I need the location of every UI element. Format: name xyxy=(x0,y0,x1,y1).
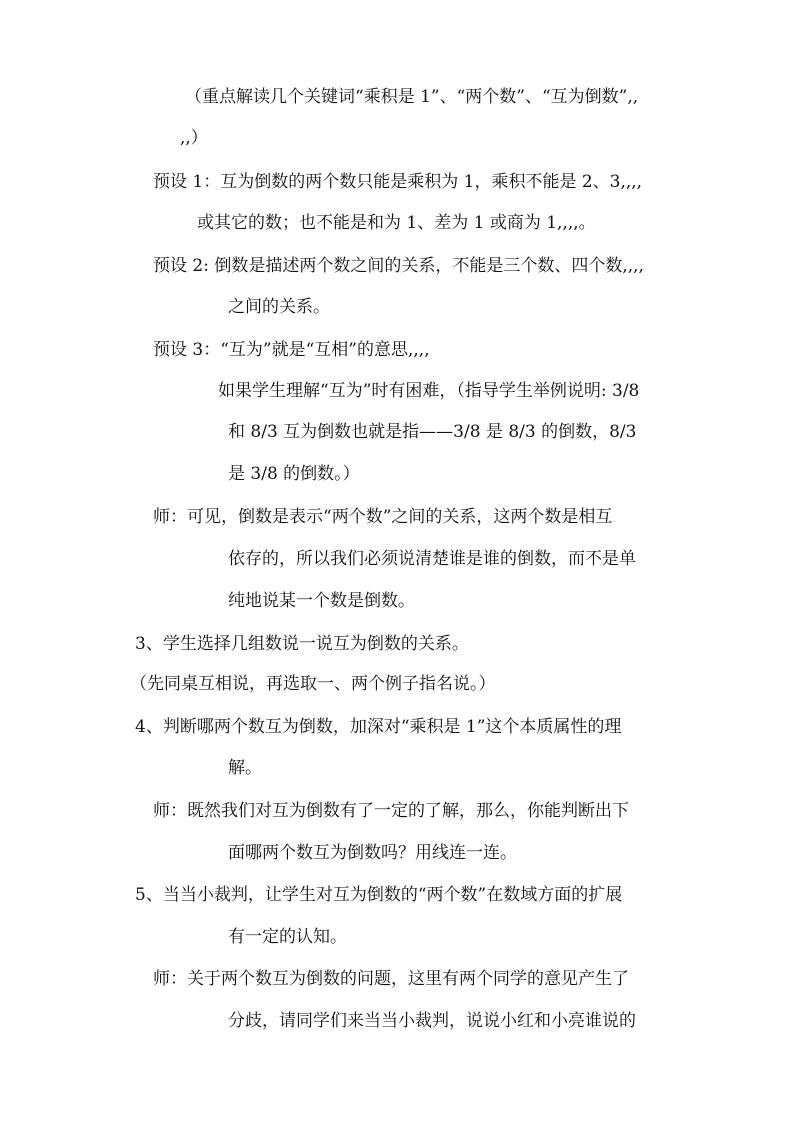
text-line: 如果学生理解“互为”时有困难，（指导学生举例说明: 3/8 xyxy=(218,381,640,401)
text-line: 解。 xyxy=(228,758,262,778)
text-line: 师：关于两个数互为倒数的问题，这里有两个同学的意见产生了 xyxy=(153,969,629,989)
text-line: （先同桌互相说，再选取一、两个例子指名说。） xyxy=(130,674,496,694)
text-line: 4、判断哪两个数互为倒数，加深对“乘积是 1”这个本质属性的理 xyxy=(135,717,622,737)
text-line: 预设 2: 倒数是描述两个数之间的关系，不能是三个数、四个数,,,, xyxy=(153,256,644,276)
text-line: 师：既然我们对互为倒数有了一定的了解，那么，你能判断出下 xyxy=(153,801,629,821)
text-line: 分歧，请同学们来当当小裁判，说说小红和小亮谁说的 xyxy=(228,1011,636,1031)
text-line: （重点解读几个关键词“乘积是 1”、“两个数”、“互为倒数”,, xyxy=(185,87,639,107)
text-line: 之间的关系。 xyxy=(228,297,330,317)
text-line: 和 8/3 互为倒数也就是指——3/8 是 8/3 的倒数，8/3 xyxy=(228,422,637,442)
text-line: 面哪两个数互为倒数吗？用线连一连。 xyxy=(228,843,517,863)
text-line: 师：可见，倒数是表示“两个数”之间的关系，这两个数是相互 xyxy=(153,507,613,527)
text-line: 5、当当小裁判，让学生对互为倒数的“两个数”在数域方面的扩展 xyxy=(135,885,623,905)
text-line: ,,） xyxy=(180,128,208,148)
text-line: 是 3/8 的倒数。） xyxy=(228,464,360,484)
text-line: 3、学生选择几组数说一说互为倒数的关系。 xyxy=(135,634,469,654)
text-line: 或其它的数；也不能是和为 1、差为 1 或商为 1,,,,。 xyxy=(197,213,596,233)
text-line: 纯地说某一个数是倒数。 xyxy=(228,591,415,611)
text-line: 有一定的认知。 xyxy=(228,927,347,947)
text-line: 预设 3：“互为”就是“互相”的意思,,,, xyxy=(153,340,430,360)
text-line: 依存的，所以我们必须说清楚谁是谁的倒数，而不是单 xyxy=(228,549,636,569)
text-line: 预设 1：互为倒数的两个数只能是乘积为 1，乘积不能是 2、3,,,, xyxy=(153,172,643,192)
